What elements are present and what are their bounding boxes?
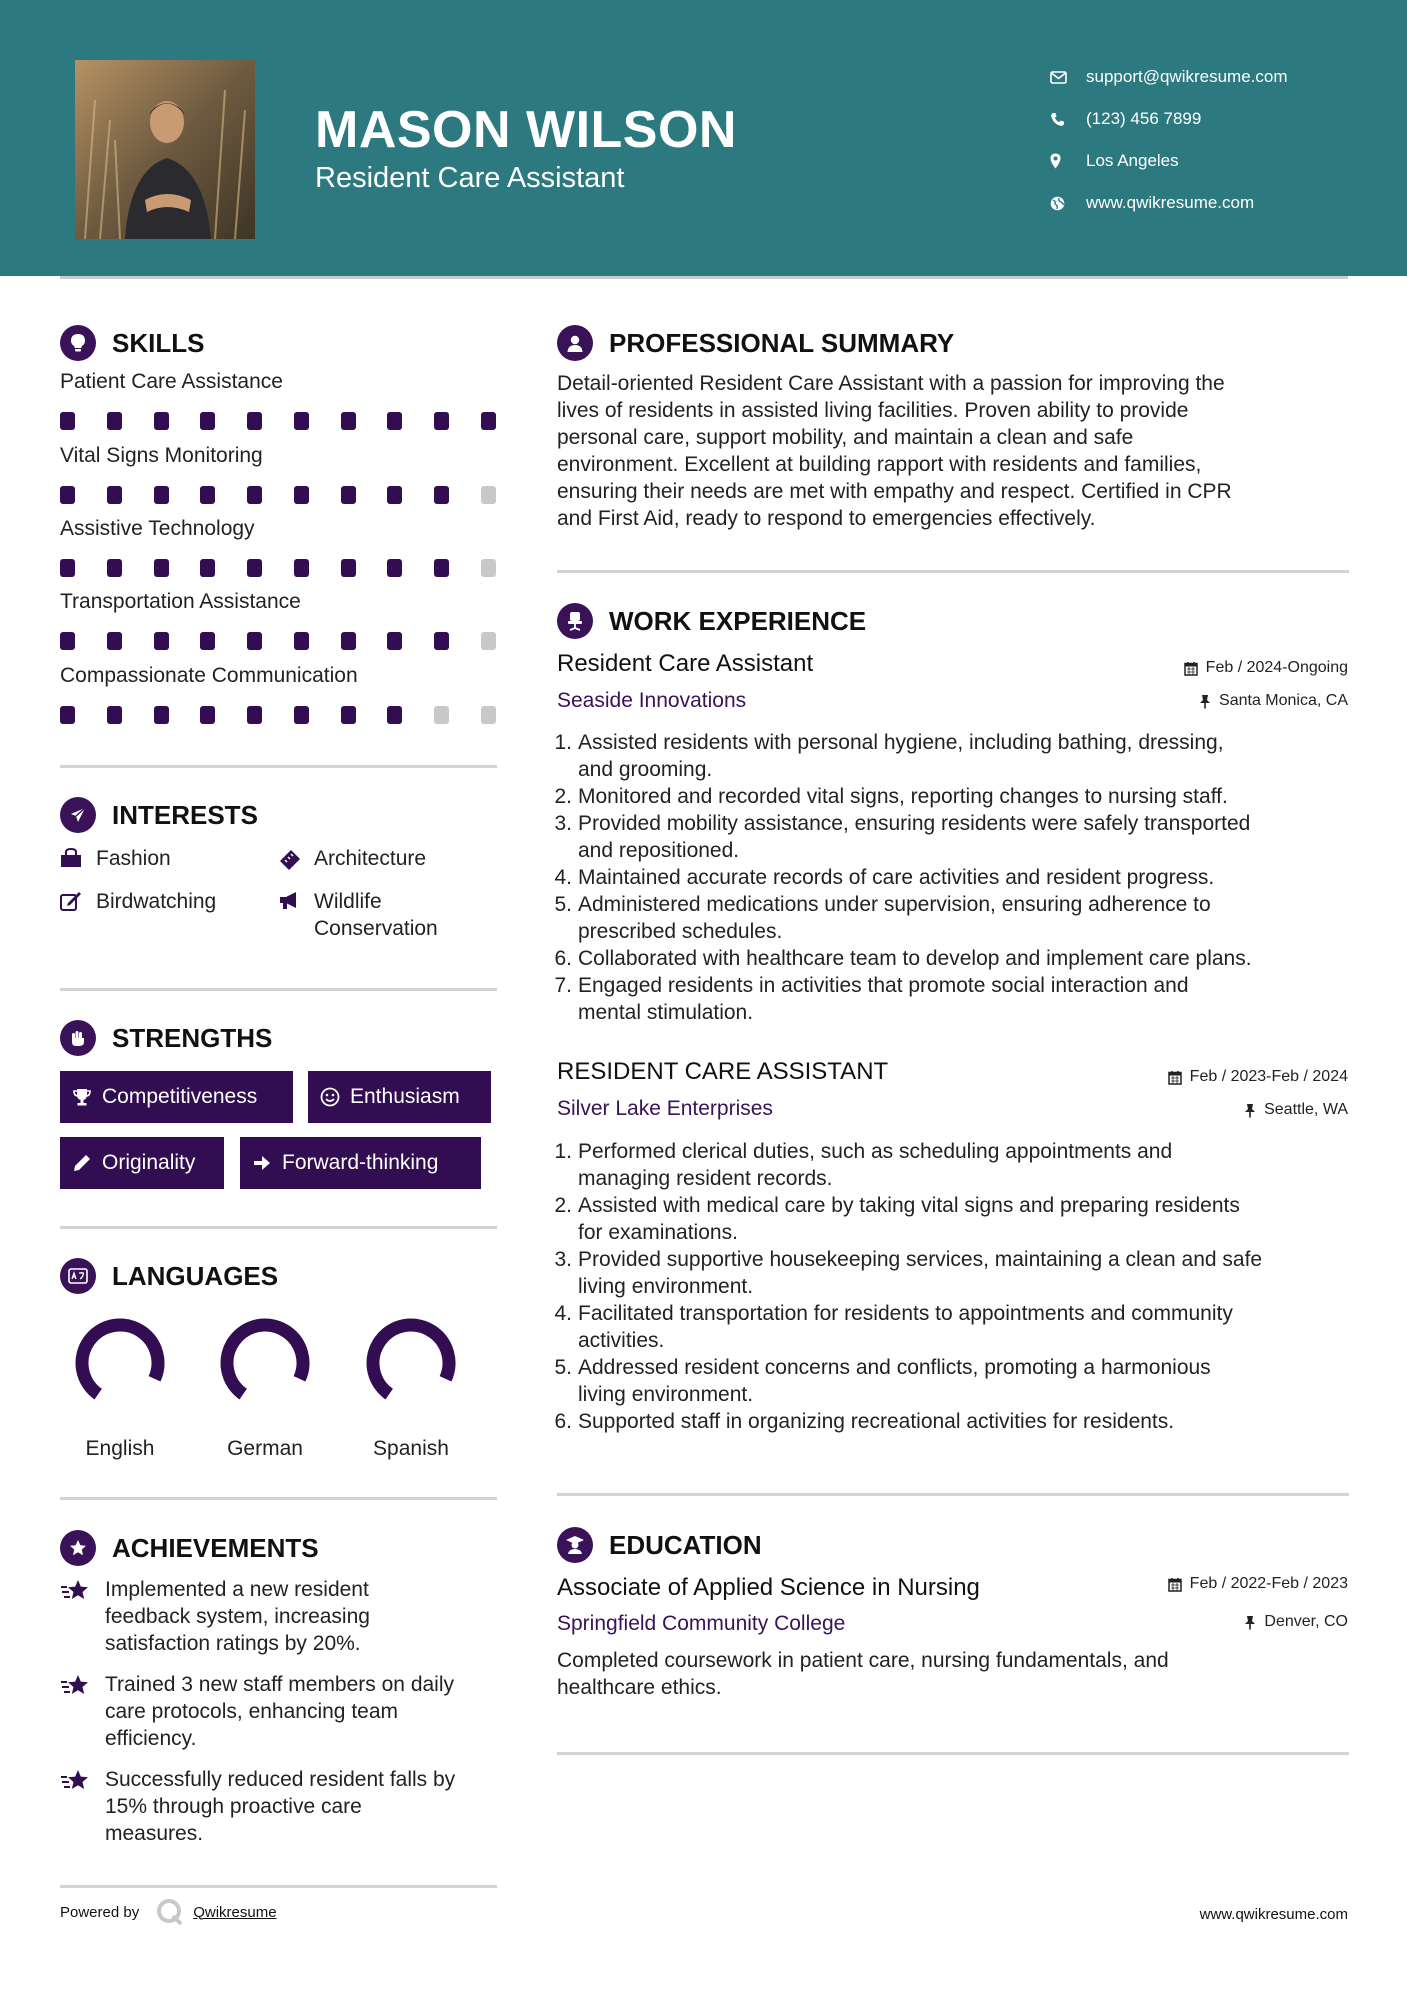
- job-title: RESIDENT CARE ASSISTANT: [557, 1058, 889, 1085]
- job-location: [1199, 692, 1348, 710]
- rating-dot-filled: [107, 632, 122, 650]
- candidate-name: MASON WILSON: [315, 101, 737, 159]
- contact-email[interactable]: [1050, 56, 1288, 98]
- experience-heading: [557, 603, 866, 639]
- contact-phone-text: (123) 456 7899: [1086, 109, 1202, 128]
- bullet-text: [574, 1138, 1172, 1192]
- contact-website-text: www.qwikresume.com: [1086, 193, 1255, 212]
- job-date-text: Feb / 2023-Feb / 2024: [1189, 1068, 1348, 1085]
- bullet-line: Addressed resident concerns and conflicts, promoting a harmonious: [578, 1356, 1211, 1379]
- bullet-line: and repositioned.: [578, 839, 740, 862]
- rating-dot-filled: [60, 486, 75, 504]
- rating-dot-filled: [154, 486, 169, 504]
- job-bullet: [550, 1408, 1350, 1435]
- contact-location: [1050, 140, 1288, 182]
- pencil-icon: [72, 1153, 92, 1173]
- job-bullet: [550, 1354, 1350, 1408]
- education-heading: [557, 1527, 762, 1563]
- job-company: Seaside Innovations: [557, 689, 747, 712]
- raised-fist-icon: [60, 1020, 96, 1056]
- strength-tag: [60, 1137, 224, 1189]
- language-level-arc: [215, 1313, 315, 1413]
- contact-website[interactable]: [1050, 182, 1288, 224]
- bullet-line: managing resident records.: [578, 1167, 833, 1190]
- interest-item: [60, 888, 216, 915]
- language-ring: [215, 1313, 315, 1413]
- trophy-icon: [72, 1087, 92, 1107]
- languages-heading: [60, 1258, 278, 1294]
- interest-label-line: Wildlife: [314, 890, 382, 913]
- rating-dot-filled: [200, 706, 215, 724]
- rating-dot-filled: [200, 559, 215, 577]
- bullet-line: Monitored and recorded vital signs, reporting changes to nursing staff.: [578, 785, 1228, 808]
- bullet-line: Supported staff in organizing recreational activities for residents.: [578, 1410, 1175, 1433]
- job-bullet: [550, 1300, 1350, 1354]
- star-icon: [60, 1671, 105, 1752]
- contact-email-text: support@qwikresume.com: [1086, 67, 1288, 86]
- rating-dot-filled: [60, 412, 75, 430]
- bullet-line: living environment.: [578, 1383, 754, 1406]
- education-line: healthcare ethics.: [557, 1676, 722, 1699]
- contact-location-text: Los Angeles: [1086, 151, 1179, 170]
- skill-rating: [60, 706, 500, 724]
- interest-label: Birdwatching: [96, 890, 217, 913]
- rating-dot-filled: [107, 559, 122, 577]
- bullet-line: Collaborated with healthcare team to develop and implement care plans.: [578, 947, 1252, 970]
- strength-label: Enthusiasm: [350, 1085, 460, 1108]
- strengths-heading-text: STRENGTHS: [112, 1022, 273, 1053]
- qwikresume-logo-icon: [155, 1897, 185, 1927]
- strength-label: Forward-thinking: [282, 1151, 439, 1174]
- languages-heading-text: LANGUAGES: [112, 1260, 279, 1291]
- language-name: Spanish: [373, 1437, 449, 1460]
- strength-label: Originality: [102, 1151, 196, 1174]
- skill-rating: [60, 559, 500, 577]
- profile-photo: [75, 60, 255, 239]
- language-icon: [60, 1258, 96, 1294]
- language-name: German: [227, 1437, 303, 1460]
- bullet-line: living environment.: [578, 1275, 754, 1298]
- achievement-text: [105, 1671, 454, 1752]
- contact-phone[interactable]: [1050, 98, 1288, 140]
- skill-rating: [60, 412, 500, 430]
- summary-line: ensuring their needs are met with empathy and respect. Certified in CPR: [557, 480, 1232, 503]
- bullet-line: Maintained accurate records of care activities and resident progress.: [578, 866, 1215, 889]
- lightbulb-icon: [60, 325, 96, 361]
- calendar-icon: [1168, 1070, 1182, 1085]
- bullet-number: 5.: [554, 1356, 572, 1379]
- powered-by-text: Powered by: [60, 1903, 140, 1921]
- bullet-number: 7.: [554, 974, 572, 997]
- ruler-pencil-icon: [278, 845, 314, 872]
- job-bullet: [550, 1138, 1350, 1192]
- arrow-right-icon: [252, 1153, 272, 1173]
- bullet-line: Assisted residents with personal hygiene, including bathing, dressing,: [578, 731, 1224, 754]
- skill-name: Patient Care Assistance: [60, 370, 283, 393]
- star-icon: [60, 1576, 105, 1657]
- language-name: English: [85, 1437, 155, 1460]
- job-bullet: [550, 1192, 1350, 1246]
- education-location: [1244, 1613, 1348, 1631]
- rating-dot-filled: [60, 706, 75, 724]
- skill-name: Compassionate Communication: [60, 664, 358, 687]
- job-bullets: [550, 729, 1350, 1026]
- achievement-line: measures.: [105, 1822, 204, 1845]
- bullet-number: 3.: [554, 812, 572, 835]
- achievement-line: care protocols, enhancing team: [105, 1700, 399, 1723]
- globe-icon: [1050, 196, 1086, 211]
- strengths-heading: [60, 1020, 272, 1056]
- interest-item: [60, 845, 171, 872]
- language-item: [55, 1313, 185, 1461]
- education-degree: Associate of Applied Science in Nursing: [557, 1574, 980, 1601]
- achievement-item: [60, 1671, 505, 1752]
- rating-dot-filled: [434, 632, 449, 650]
- achievement-line: feedback system, increasing: [105, 1605, 370, 1628]
- skill-rating: [60, 632, 500, 650]
- bullet-text: [574, 729, 1224, 783]
- interest-label: Fashion: [96, 847, 171, 870]
- summary-line: Detail-oriented Resident Care Assistant with a passion for improving the: [557, 372, 1225, 395]
- rating-dot-filled: [341, 559, 356, 577]
- achievement-line: Trained 3 new staff members on daily: [105, 1673, 455, 1696]
- education-line: Completed coursework in patient care, nursing fundamentals, and: [557, 1649, 1169, 1672]
- section-divider: [60, 1885, 497, 1888]
- graduate-icon: [557, 1527, 593, 1563]
- section-divider: [557, 1493, 1349, 1496]
- office-chair-icon: [557, 603, 593, 639]
- section-divider: [60, 765, 497, 768]
- bullet-line: Engaged residents in activities that promote social interaction and: [578, 974, 1189, 997]
- rating-dot-filled: [387, 412, 402, 430]
- skill-rating: [60, 486, 500, 504]
- rating-dot-filled: [200, 486, 215, 504]
- job-date: [1184, 659, 1348, 677]
- bullet-text: [574, 891, 1211, 945]
- rating-dot-empty: [481, 486, 496, 504]
- summary-heading-text: PROFESSIONAL SUMMARY: [609, 327, 955, 358]
- user-icon: [557, 325, 593, 361]
- rating-dot-filled: [294, 412, 309, 430]
- job-location-text: Santa Monica, CA: [1219, 692, 1348, 709]
- pushpin-icon: [1244, 1615, 1256, 1630]
- language-level-arc: [361, 1313, 461, 1413]
- bullhorn-icon: [278, 888, 314, 942]
- bullet-line: Provided supportive housekeeping services, maintaining a clean and safe: [578, 1248, 1263, 1271]
- achievement-line: 15% through proactive care: [105, 1795, 362, 1818]
- rating-dot-filled: [387, 486, 402, 504]
- pushpin-icon: [1244, 1103, 1256, 1118]
- skills-heading: [60, 325, 204, 361]
- achievement-line: satisfaction ratings by 20%.: [105, 1632, 361, 1655]
- rating-dot-filled: [341, 632, 356, 650]
- job-date: [1168, 1068, 1348, 1086]
- rating-dot-filled: [434, 412, 449, 430]
- header-divider: [60, 276, 1348, 279]
- rating-dot-filled: [60, 559, 75, 577]
- summary-line: and First Aid, ready to respond to emergencies effectively.: [557, 507, 1096, 530]
- rating-dot-filled: [247, 486, 262, 504]
- bullet-number: 1.: [554, 731, 572, 754]
- bullet-text: [574, 1192, 1240, 1246]
- rating-dot-filled: [154, 412, 169, 430]
- bullet-line: for examinations.: [578, 1221, 738, 1244]
- education-date-text: Feb / 2022-Feb / 2023: [1189, 1575, 1348, 1592]
- bullet-line: Assisted with medical care by taking vital signs and preparing residents: [578, 1194, 1240, 1217]
- summary-heading: [557, 325, 954, 361]
- education-date: [1168, 1575, 1348, 1593]
- rating-dot-filled: [200, 632, 215, 650]
- edit-icon: [60, 888, 96, 915]
- summary-line: environment. Excellent at building rapport with residents and families,: [557, 453, 1202, 476]
- interest-label-line: Conservation: [314, 917, 438, 940]
- language-item: [346, 1313, 476, 1461]
- bullet-line: Facilitated transportation for residents to appointments and community: [578, 1302, 1233, 1325]
- strength-tag: [308, 1071, 491, 1123]
- job-bullet: [550, 891, 1350, 945]
- bullet-number: 1.: [554, 1140, 572, 1163]
- section-divider: [60, 1497, 497, 1500]
- paper-plane-icon: [60, 797, 96, 833]
- rating-dot-filled: [294, 486, 309, 504]
- rating-dot-empty: [481, 706, 496, 724]
- section-divider: [557, 570, 1349, 573]
- contact-list: [1050, 56, 1288, 224]
- skill-item: [60, 517, 500, 577]
- interest-item: [278, 845, 426, 872]
- pushpin-icon: [1199, 694, 1211, 709]
- job-bullet: [550, 945, 1350, 972]
- bullet-line: activities.: [578, 1329, 665, 1352]
- bullet-number: 2.: [554, 785, 572, 808]
- job-location: [1244, 1101, 1348, 1119]
- calendar-icon: [1184, 661, 1198, 676]
- bullet-number: 3.: [554, 1248, 572, 1271]
- candidate-title: Resident Care Assistant: [315, 162, 625, 194]
- achievement-text: [105, 1576, 370, 1657]
- rating-dot-filled: [294, 559, 309, 577]
- skill-name: Transportation Assistance: [60, 590, 301, 613]
- achievement-line: Implemented a new resident: [105, 1578, 369, 1601]
- interests-heading: [60, 797, 258, 833]
- footer-powered-by: [60, 1897, 277, 1927]
- interest-label: Architecture: [314, 847, 427, 870]
- rating-dot-empty: [481, 559, 496, 577]
- bullet-line: Performed clerical duties, such as scheduling appointments and: [578, 1140, 1173, 1163]
- bullet-text: [574, 864, 1214, 891]
- skill-item: [60, 590, 500, 650]
- phone-icon: [1050, 112, 1086, 127]
- skill-item: [60, 370, 500, 430]
- shopping-bag-icon: [60, 845, 96, 872]
- star-icon: [60, 1766, 105, 1847]
- bullet-number: 2.: [554, 1194, 572, 1217]
- skills-heading-text: SKILLS: [112, 327, 205, 358]
- summary-text: [557, 370, 1347, 532]
- rating-dot-filled: [200, 412, 215, 430]
- bullet-number: 5.: [554, 893, 572, 916]
- resume-header: [0, 0, 1407, 276]
- envelope-icon: [1050, 71, 1086, 84]
- rating-dot-filled: [107, 706, 122, 724]
- rating-dot-filled: [341, 412, 356, 430]
- bullet-text: [574, 945, 1252, 972]
- interests-heading-text: INTERESTS: [112, 799, 258, 830]
- language-ring: [361, 1313, 461, 1413]
- rating-dot-filled: [154, 632, 169, 650]
- rating-dot-filled: [387, 632, 402, 650]
- star-badge-icon: [60, 1530, 96, 1566]
- education-description: [557, 1647, 1347, 1701]
- bullet-text: [574, 972, 1189, 1026]
- education-location-text: Denver, CO: [1264, 1613, 1348, 1630]
- achievements-heading: [60, 1530, 319, 1566]
- rating-dot-filled: [247, 706, 262, 724]
- rating-dot-filled: [294, 706, 309, 724]
- job-title: Resident Care Assistant: [557, 650, 814, 677]
- job-bullet: [550, 729, 1350, 783]
- strength-tag: [240, 1137, 481, 1189]
- job-bullets: [550, 1138, 1350, 1435]
- skill-item: [60, 444, 500, 504]
- rating-dot-filled: [434, 486, 449, 504]
- rating-dot-filled: [154, 559, 169, 577]
- rating-dot-filled: [154, 706, 169, 724]
- bullet-text: [574, 1354, 1211, 1408]
- education-school: Springfield Community College: [557, 1612, 846, 1635]
- bullet-text: [574, 810, 1250, 864]
- rating-dot-filled: [387, 706, 402, 724]
- bullet-line: Administered medications under supervision, ensuring adherence to: [578, 893, 1211, 916]
- language-item: [200, 1313, 330, 1461]
- rating-dot-filled: [341, 706, 356, 724]
- bullet-number: 6.: [554, 1410, 572, 1433]
- bullet-number: 4.: [554, 1302, 572, 1325]
- bullet-line: prescribed schedules.: [578, 920, 783, 943]
- summary-line: lives of residents in assisted living facilities. Proven ability to provide: [557, 399, 1189, 422]
- achievement-item: [60, 1576, 505, 1657]
- bullet-line: Provided mobility assistance, ensuring residents were safely transported: [578, 812, 1251, 835]
- experience-heading-text: WORK EXPERIENCE: [609, 605, 867, 636]
- job-bullet: [550, 972, 1350, 1026]
- section-divider: [60, 1226, 497, 1229]
- rating-dot-filled: [107, 412, 122, 430]
- bullet-line: and grooming.: [578, 758, 713, 781]
- bullet-text: [574, 783, 1228, 810]
- achievement-item: [60, 1766, 505, 1847]
- brand-link[interactable]: Qwikresume: [193, 1903, 277, 1921]
- section-divider: [557, 1752, 1349, 1755]
- job-bullet: [550, 783, 1350, 810]
- education-heading-text: EDUCATION: [609, 1529, 762, 1560]
- rating-dot-filled: [341, 486, 356, 504]
- bullet-text: [574, 1300, 1233, 1354]
- footer-website[interactable]: www.qwikresume.com: [1199, 1906, 1348, 1923]
- rating-dot-filled: [107, 486, 122, 504]
- achievements-heading-text: ACHIEVEMENTS: [112, 1532, 319, 1563]
- job-company: Silver Lake Enterprises: [557, 1097, 773, 1120]
- rating-dot-filled: [247, 559, 262, 577]
- strength-tag: [60, 1071, 293, 1123]
- achievement-line: Successfully reduced resident falls by: [105, 1768, 456, 1791]
- job-location-text: Seattle, WA: [1264, 1101, 1348, 1118]
- rating-dot-filled: [294, 632, 309, 650]
- interest-label: [314, 888, 438, 942]
- skill-name: Vital Signs Monitoring: [60, 444, 263, 467]
- achievement-text: [105, 1766, 455, 1847]
- achievement-line: efficiency.: [105, 1727, 197, 1750]
- rating-dot-filled: [481, 412, 496, 430]
- rating-dot-filled: [387, 559, 402, 577]
- bullet-text: [574, 1246, 1262, 1300]
- rating-dot-filled: [434, 559, 449, 577]
- language-ring: [70, 1313, 170, 1413]
- bullet-number: 4.: [554, 866, 572, 889]
- job-date-text: Feb / 2024-Ongoing: [1205, 659, 1348, 676]
- language-level-arc: [70, 1313, 170, 1413]
- rating-dot-filled: [247, 412, 262, 430]
- map-pin-icon: [1050, 153, 1086, 169]
- rating-dot-empty: [481, 632, 496, 650]
- strength-label: Competitiveness: [102, 1085, 258, 1108]
- job-bullet: [550, 810, 1350, 864]
- interest-item: [278, 888, 438, 942]
- bullet-line: mental stimulation.: [578, 1001, 754, 1024]
- skill-name: Assistive Technology: [60, 517, 255, 540]
- summary-line: personal care, support mobility, and maintain a clean and safe: [557, 426, 1134, 449]
- skill-item: [60, 664, 500, 724]
- job-bullet: [550, 864, 1350, 891]
- bullet-text: [574, 1408, 1174, 1435]
- section-divider: [60, 988, 497, 991]
- rating-dot-filled: [60, 632, 75, 650]
- rating-dot-empty: [434, 706, 449, 724]
- calendar-icon: [1168, 1577, 1182, 1592]
- job-bullet: [550, 1246, 1350, 1300]
- smile-icon: [320, 1087, 340, 1107]
- rating-dot-filled: [247, 632, 262, 650]
- bullet-number: 6.: [554, 947, 572, 970]
